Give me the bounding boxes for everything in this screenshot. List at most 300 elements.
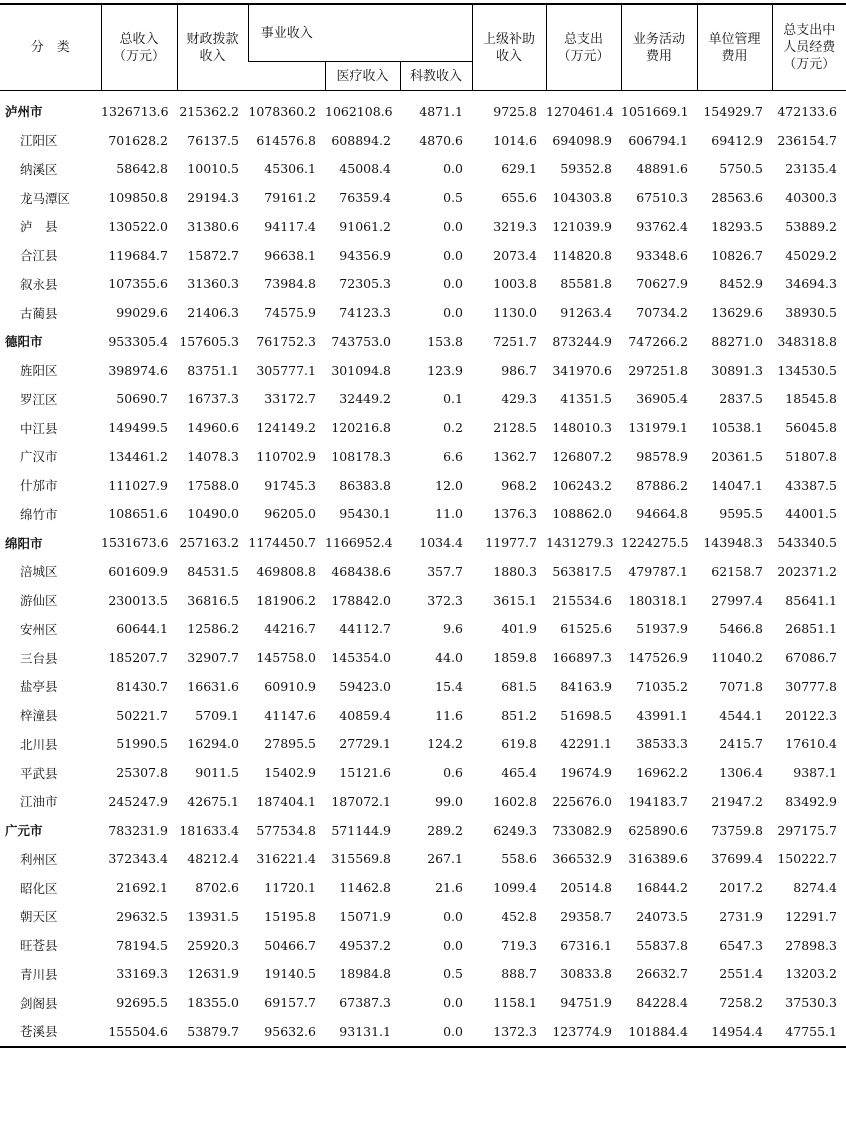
table-cell: 41351.5 [560, 391, 612, 407]
table-cell: 2128.5 [493, 420, 537, 436]
table-cell: 1602.8 [493, 793, 537, 809]
table-cell: 84163.9 [560, 678, 612, 694]
table-cell: 23135.4 [785, 161, 837, 177]
table-row [0, 787, 846, 816]
table-cell: 187404.1 [256, 793, 316, 809]
table-cell: 44.0 [435, 650, 463, 666]
table-cell: 123.9 [427, 362, 463, 378]
table-cell: 84531.5 [187, 563, 239, 579]
region-name: 苍溪县 [0, 1017, 101, 1047]
table-cell: 109850.8 [108, 190, 168, 206]
region-name: 三台县 [20, 650, 58, 666]
table-cell: 15.4 [435, 678, 463, 694]
table-cell: 5750.5 [719, 161, 763, 177]
table-cell: 48891.6 [636, 161, 688, 177]
region-name: 广元市 [5, 823, 43, 839]
table-cell: 69157.7 [264, 995, 316, 1011]
table-cell: 215362.2 [179, 103, 239, 119]
table-cell: 8274.4 [793, 880, 837, 896]
table-cell: 297175.7 [777, 822, 837, 838]
table-row [0, 701, 846, 730]
table-cell: 341970.6 [552, 362, 612, 378]
table-cell: 215534.6 [552, 592, 612, 608]
table-cell: 12631.9 [187, 966, 239, 982]
table-cell: 119684.7 [108, 247, 168, 263]
table-cell: 53879.7 [177, 1017, 248, 1047]
table-cell: 155504.6 [101, 1017, 177, 1047]
table-cell: 47755.1 [772, 1017, 846, 1047]
table-cell: 58642.8 [116, 161, 168, 177]
table-row [0, 672, 846, 701]
region-name: 旌阳区 [20, 363, 58, 379]
region-name: 江油市 [20, 794, 58, 810]
table-cell: 111027.9 [108, 477, 168, 493]
table-cell: 888.7 [501, 966, 537, 982]
table-cell: 121039.9 [552, 218, 612, 234]
table-cell: 0.0 [443, 305, 463, 321]
table-cell: 149499.5 [108, 420, 168, 436]
table-cell: 305777.1 [256, 362, 316, 378]
table-cell: 126807.2 [552, 448, 612, 464]
table-cell: 15872.7 [187, 247, 239, 263]
table-cell: 62158.7 [711, 563, 763, 579]
table-cell: 36816.5 [187, 592, 239, 608]
table-cell: 148010.3 [552, 420, 612, 436]
table-row [0, 643, 846, 672]
table-cell: 21.6 [435, 880, 463, 896]
table-cell: 95632.6 [248, 1017, 325, 1047]
table-cell: 747266.2 [628, 333, 688, 349]
table-cell: 6249.3 [493, 822, 537, 838]
table-cell: 563817.5 [552, 563, 612, 579]
region-name: 叙永县 [20, 276, 58, 292]
table-cell: 88271.0 [711, 333, 763, 349]
table-cell: 571144.9 [331, 822, 391, 838]
region-name: 合江县 [20, 248, 58, 264]
table-cell: 96638.1 [264, 247, 316, 263]
table-cell: 55837.8 [636, 937, 688, 953]
table-cell: 245247.9 [108, 793, 168, 809]
table-cell: 120216.8 [331, 420, 391, 436]
table-cell: 1224275.5 [621, 535, 689, 551]
table-cell: 20514.8 [560, 880, 612, 896]
table-cell: 614576.8 [256, 132, 316, 148]
table-cell: 15402.9 [264, 765, 316, 781]
table-cell: 9387.1 [793, 765, 837, 781]
table-cell: 2731.9 [719, 908, 763, 924]
table-cell: 86383.8 [339, 477, 391, 493]
table-cell: 93348.6 [636, 247, 688, 263]
table-cell: 15121.6 [339, 765, 391, 781]
table-cell: 9725.8 [493, 103, 537, 119]
table-cell: 14960.6 [187, 420, 239, 436]
table-cell: 187072.1 [331, 793, 391, 809]
table-row [0, 902, 846, 931]
table-row [0, 1017, 846, 1047]
region-name: 朝天区 [20, 909, 58, 925]
table-cell: 16631.6 [187, 678, 239, 694]
table-row [0, 442, 846, 471]
table-cell: 74123.3 [339, 305, 391, 321]
region-name: 江阳区 [20, 133, 58, 149]
table-cell: 49537.2 [339, 937, 391, 953]
table-cell: 401.9 [501, 621, 537, 637]
region-name: 泸州市 [5, 104, 43, 120]
table-cell: 41147.6 [264, 707, 316, 723]
table-cell: 108862.0 [552, 506, 612, 522]
table-cell: 124.2 [427, 736, 463, 752]
table-cell: 42291.1 [560, 736, 612, 752]
table-cell: 27895.5 [264, 736, 316, 752]
table-cell: 1158.1 [493, 995, 537, 1011]
table-cell: 60910.9 [264, 678, 316, 694]
table-cell: 289.2 [427, 822, 463, 838]
table-cell: 108651.6 [108, 506, 168, 522]
table-cell: 67510.3 [636, 190, 688, 206]
table-cell: 153.8 [427, 333, 463, 349]
table-cell: 225676.0 [552, 793, 612, 809]
table-cell: 178842.0 [331, 592, 391, 608]
header-medical: 医疗收入 [325, 62, 400, 91]
table-cell: 50221.7 [116, 707, 168, 723]
table-cell: 19674.9 [560, 765, 612, 781]
table-cell: 0.1 [443, 391, 463, 407]
table-cell: 12291.7 [785, 908, 837, 924]
table-cell: 743753.0 [331, 333, 391, 349]
table-cell: 34694.3 [785, 276, 837, 292]
header-business-income: 事业收入 [248, 4, 325, 62]
table-cell: 181633.4 [179, 822, 239, 838]
region-name: 涪城区 [20, 564, 58, 580]
table-cell: 5466.8 [719, 621, 763, 637]
table-row [0, 298, 846, 327]
header-business-activity: 业务活动 费用 [621, 4, 697, 91]
table-row [0, 931, 846, 960]
table-cell: 19140.5 [264, 966, 316, 982]
table-cell: 91745.3 [264, 477, 316, 493]
table-cell: 1859.8 [493, 650, 537, 666]
table-cell: 1034.4 [419, 535, 463, 551]
table-cell: 181906.2 [256, 592, 316, 608]
table-cell: 51698.5 [560, 707, 612, 723]
table-cell: 0.0 [443, 995, 463, 1011]
table-cell: 1078360.2 [248, 103, 316, 119]
table-cell: 608894.2 [331, 132, 391, 148]
table-cell: 53889.2 [785, 218, 837, 234]
table-cell: 1130.0 [493, 305, 537, 321]
table-cell: 2017.2 [719, 880, 763, 896]
table-cell: 0.5 [443, 190, 463, 206]
table-cell: 36905.4 [636, 391, 688, 407]
table-row [0, 873, 846, 902]
table-cell: 79161.2 [264, 190, 316, 206]
table-cell: 733082.9 [552, 822, 612, 838]
table-cell: 61525.6 [560, 621, 612, 637]
table-row [0, 155, 846, 184]
table-cell: 134530.5 [777, 362, 837, 378]
table-cell: 316221.4 [256, 851, 316, 867]
table-cell: 10826.7 [711, 247, 763, 263]
table-cell: 701628.2 [108, 132, 168, 148]
table-cell: 18293.5 [711, 218, 763, 234]
table-cell: 59352.8 [560, 161, 612, 177]
table-cell: 101884.4 [621, 1017, 697, 1047]
table-cell: 93762.4 [636, 218, 688, 234]
region-name: 安州区 [20, 621, 58, 637]
table-row [0, 615, 846, 644]
header-category: 分 类 [0, 4, 101, 91]
table-cell: 72305.3 [339, 276, 391, 292]
table-cell: 33172.7 [264, 391, 316, 407]
table-cell: 761752.3 [256, 333, 316, 349]
table-cell: 10538.1 [711, 420, 763, 436]
header-science-edu: 科教收入 [400, 62, 472, 91]
table-row [0, 413, 846, 442]
table-cell: 15195.8 [264, 908, 316, 924]
table-cell: 59423.0 [339, 678, 391, 694]
table-cell: 50690.7 [116, 391, 168, 407]
table-cell: 38533.3 [636, 736, 688, 752]
table-cell: 44112.7 [339, 621, 391, 637]
table-cell: 67316.1 [560, 937, 612, 953]
table-cell: 30777.8 [785, 678, 837, 694]
table-cell: 71035.2 [636, 678, 688, 694]
table-cell: 14954.4 [697, 1017, 772, 1047]
table-cell: 91263.4 [560, 305, 612, 321]
table-cell: 21406.3 [187, 305, 239, 321]
table-cell: 166897.3 [552, 650, 612, 666]
table-cell: 50466.7 [264, 937, 316, 953]
region-name: 纳溪区 [20, 161, 58, 177]
table-cell: 70734.2 [636, 305, 688, 321]
region-name: 游仙区 [20, 593, 58, 609]
table-cell: 655.6 [501, 190, 537, 206]
table-cell: 10490.0 [187, 506, 239, 522]
table-cell: 95430.1 [339, 506, 391, 522]
table-cell: 38930.5 [785, 305, 837, 321]
table-cell: 11720.1 [264, 880, 316, 896]
table-cell: 43991.1 [636, 707, 688, 723]
table-cell: 18355.0 [187, 995, 239, 1011]
table-cell: 968.2 [501, 477, 537, 493]
table-cell: 131979.1 [628, 420, 688, 436]
table-cell: 21947.2 [711, 793, 763, 809]
table-cell: 13203.2 [785, 966, 837, 982]
table-cell: 32449.2 [339, 391, 391, 407]
table-cell: 87886.2 [636, 477, 688, 493]
table-cell: 429.3 [501, 391, 537, 407]
table-cell: 6.6 [443, 448, 463, 464]
table-cell: 577534.8 [256, 822, 316, 838]
region-name: 德阳市 [5, 334, 43, 350]
table-cell: 7071.8 [719, 678, 763, 694]
table-cell: 625890.6 [628, 822, 688, 838]
table-cell: 372.3 [427, 592, 463, 608]
table-cell: 315569.8 [331, 851, 391, 867]
table-cell: 157605.3 [179, 333, 239, 349]
table-cell: 4544.1 [719, 707, 763, 723]
table-cell: 1531673.6 [101, 535, 169, 551]
table-cell: 30891.3 [711, 362, 763, 378]
table-cell: 85581.8 [560, 276, 612, 292]
table-cell: 4870.6 [419, 132, 463, 148]
table-cell: 7251.7 [493, 333, 537, 349]
table-cell: 479787.1 [628, 563, 688, 579]
table-cell: 106243.2 [552, 477, 612, 493]
header-superior-subsidy: 上级补助 收入 [472, 4, 546, 91]
table-cell: 114820.8 [552, 247, 612, 263]
city-row [0, 528, 846, 557]
table-row [0, 126, 846, 155]
table-cell: 14047.1 [711, 477, 763, 493]
table-cell: 29358.7 [560, 908, 612, 924]
table-cell: 9.6 [443, 621, 463, 637]
table-cell: 37530.3 [785, 995, 837, 1011]
table-cell: 1362.7 [493, 448, 537, 464]
region-name: 古蔺县 [20, 305, 58, 321]
table-row [0, 183, 846, 212]
header-business-spacer [325, 4, 472, 33]
table-cell: 20122.3 [785, 707, 837, 723]
table-cell: 0.0 [443, 908, 463, 924]
header-total-expense: 总支出 （万元） [546, 4, 621, 91]
header-total-income: 总收入 （万元） [101, 4, 177, 91]
region-name: 青川县 [20, 966, 58, 982]
table-cell: 32907.7 [187, 650, 239, 666]
table-cell: 110702.9 [256, 448, 316, 464]
table-cell: 145758.0 [256, 650, 316, 666]
table-cell: 45306.1 [264, 161, 316, 177]
table-cell: 202371.2 [777, 563, 837, 579]
table-cell: 398974.6 [108, 362, 168, 378]
table-row [0, 385, 846, 414]
table-cell: 94356.9 [339, 247, 391, 263]
table-cell: 29632.5 [116, 908, 168, 924]
header-unit-mgmt: 单位管理 费用 [697, 4, 772, 91]
table-cell: 60644.1 [116, 621, 168, 637]
table-cell: 27729.1 [339, 736, 391, 752]
table-cell: 45029.2 [785, 247, 837, 263]
table-cell: 43387.5 [785, 477, 837, 493]
table-row [0, 988, 846, 1017]
table-cell: 1270461.4 [546, 103, 614, 119]
table-cell: 3219.3 [493, 218, 537, 234]
table-cell: 3615.1 [493, 592, 537, 608]
table-cell: 783231.9 [108, 822, 168, 838]
table-cell: 194183.7 [628, 793, 688, 809]
table-cell: 236154.7 [777, 132, 837, 148]
table-cell: 1062108.6 [325, 103, 393, 119]
table-cell: 124149.2 [256, 420, 316, 436]
table-cell: 11.6 [435, 707, 463, 723]
table-cell: 85641.1 [785, 592, 837, 608]
table-cell: 2837.5 [719, 391, 763, 407]
table-cell: 0.0 [443, 161, 463, 177]
table-cell: 130522.0 [108, 218, 168, 234]
table-cell: 99.0 [435, 793, 463, 809]
table-cell: 9595.5 [719, 506, 763, 522]
table-cell: 681.5 [501, 678, 537, 694]
table-cell: 76137.5 [187, 132, 239, 148]
table-row [0, 270, 846, 299]
table-cell: 37699.4 [711, 851, 763, 867]
table-cell: 986.7 [501, 362, 537, 378]
table-cell: 1174450.7 [248, 535, 316, 551]
table-cell: 99029.6 [116, 305, 168, 321]
table-cell: 1431279.3 [546, 535, 614, 551]
table-cell: 16294.0 [187, 736, 239, 752]
table-cell: 719.3 [501, 937, 537, 953]
table-cell: 606794.1 [628, 132, 688, 148]
table-cell: 0.6 [443, 765, 463, 781]
table-cell: 51937.9 [636, 621, 688, 637]
region-name: 平武县 [20, 765, 58, 781]
table-cell: 44001.5 [785, 506, 837, 522]
table-cell: 1003.8 [493, 276, 537, 292]
table-cell: 0.0 [443, 937, 463, 953]
table-cell: 108178.3 [331, 448, 391, 464]
table-cell: 469808.8 [256, 563, 316, 579]
table-cell: 5709.1 [195, 707, 239, 723]
table-cell: 316389.6 [628, 851, 688, 867]
region-name: 绵竹市 [20, 506, 58, 522]
table-cell: 104303.8 [552, 190, 612, 206]
table-cell: 14078.3 [187, 448, 239, 464]
table-cell: 0.0 [443, 218, 463, 234]
table-cell: 357.7 [427, 563, 463, 579]
table-cell: 1326713.6 [101, 103, 169, 119]
table-cell: 67086.7 [785, 650, 837, 666]
table-cell: 13931.5 [187, 908, 239, 924]
table-cell: 48212.4 [187, 851, 239, 867]
table-cell: 67387.3 [339, 995, 391, 1011]
table-row [0, 212, 846, 241]
table-cell: 11.0 [435, 506, 463, 522]
region-name: 梓潼县 [20, 708, 58, 724]
table-cell: 20361.5 [711, 448, 763, 464]
region-name: 泸 县 [20, 219, 58, 235]
table-cell: 2073.4 [493, 247, 537, 263]
table-cell: 84228.4 [636, 995, 688, 1011]
table-cell: 472133.6 [777, 103, 837, 119]
table-cell: 16737.3 [187, 391, 239, 407]
table-cell: 42675.1 [187, 793, 239, 809]
table-cell: 76359.4 [339, 190, 391, 206]
table-cell: 31360.3 [187, 276, 239, 292]
region-name: 盐亭县 [20, 679, 58, 695]
table-cell: 94664.8 [636, 506, 688, 522]
table-cell: 1166952.4 [325, 535, 393, 551]
table-cell: 92695.5 [116, 995, 168, 1011]
region-name: 北川县 [20, 736, 58, 752]
table-cell: 619.8 [501, 736, 537, 752]
table-cell: 601609.9 [108, 563, 168, 579]
table-cell: 297251.8 [628, 362, 688, 378]
table-cell: 1880.3 [493, 563, 537, 579]
table-cell: 558.6 [501, 851, 537, 867]
table-row [0, 241, 846, 270]
table-cell: 15071.9 [339, 908, 391, 924]
table-cell: 0.5 [443, 966, 463, 982]
table-cell: 30833.8 [560, 966, 612, 982]
table-cell: 98578.9 [636, 448, 688, 464]
header-personnel: 总支出中 人员经费 （万元） [772, 4, 846, 91]
table-cell: 96205.0 [264, 506, 316, 522]
table-cell: 4871.1 [419, 103, 463, 119]
table-cell: 468438.6 [331, 563, 391, 579]
table-cell: 78194.5 [116, 937, 168, 953]
table-cell: 1099.4 [493, 880, 537, 896]
